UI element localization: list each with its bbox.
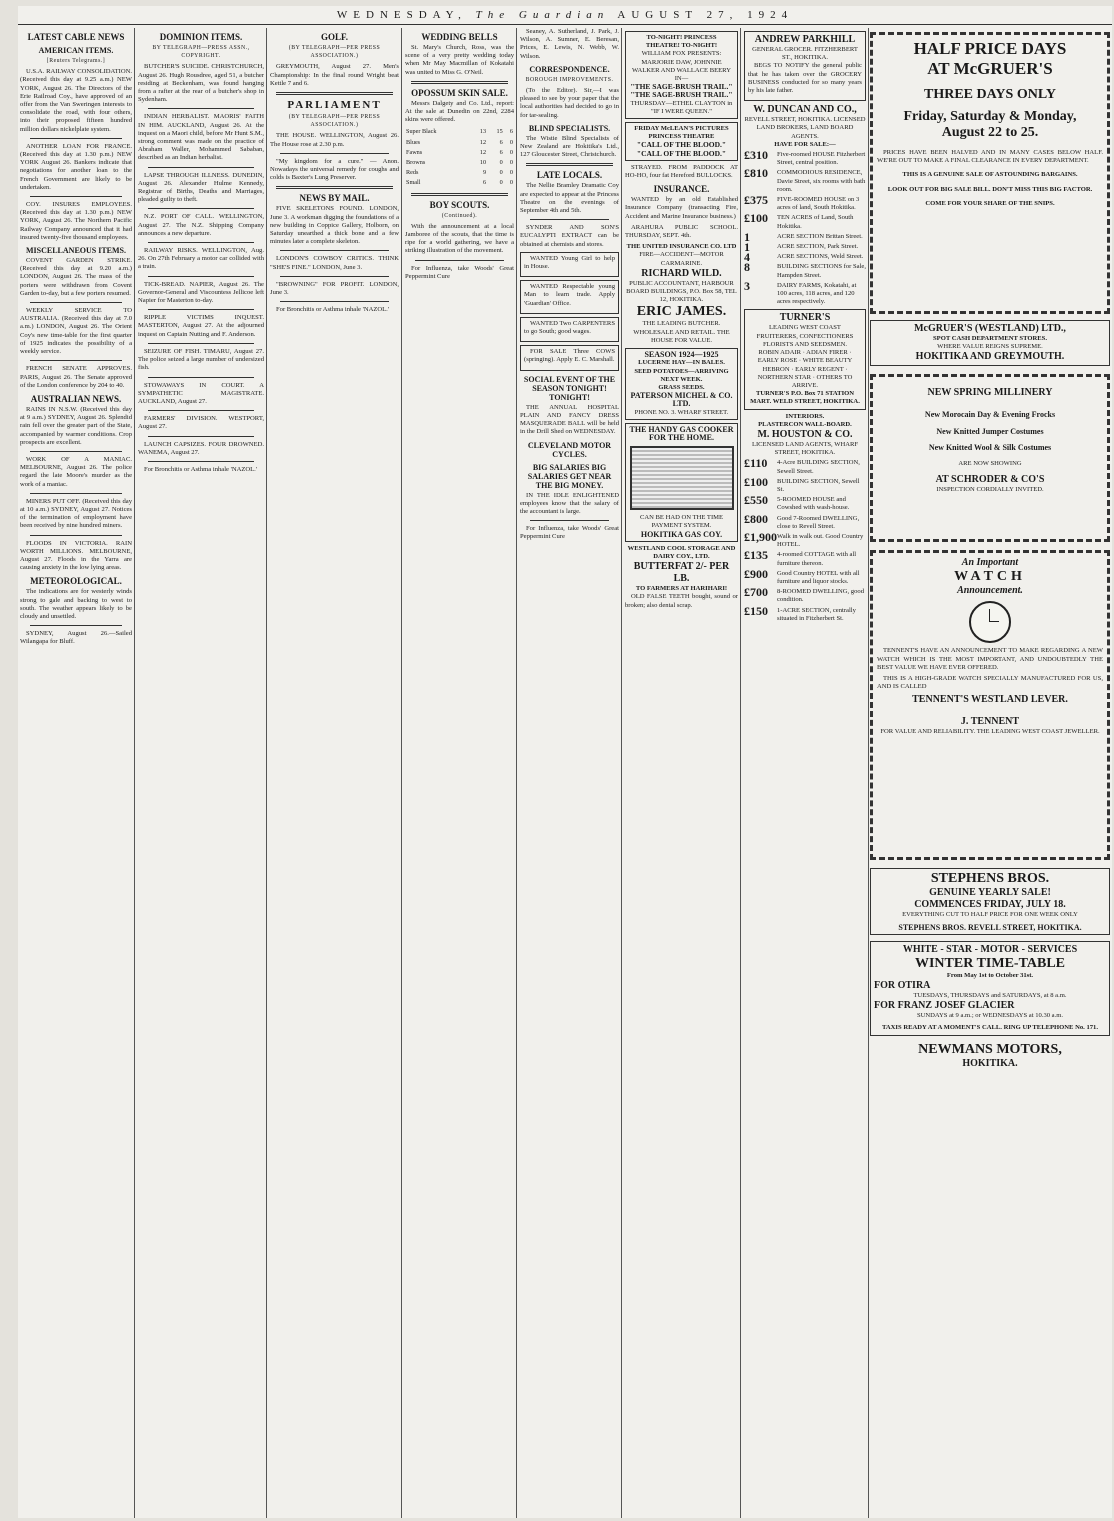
column-display-ads: HALF PRICE DAYS AT McGRUER'S THREE DAYS ONLY Friday, Saturday & Monday, August 22 to 25. PRICES HAVE BEEN HALVED AND IN MANY CASES BELOW HALF. WE'RE OUT TO MAKE A FINAL CLEARANCE IN EVERY DEPARTMENT. THIS IS A GENUINE SALE OF ASTOUNDING BARGAINS. LOOK OUT FOR BIG SALE BILL. DON'T MISS THIS BIG FACTOR. COME FOR YOUR SHARE OF THE SNIPS. McGRUER'S (WESTLAND) LTD., SPOT CASH DEPARTMENT STORES. WHERE VALUE REIGNS SUPREME. HOKITIKA AND GREYMOUTH. NEW SPRING MILLINERY New Morocain Day & Evening Frocks New Knitted Jumper Costumes New Knitted Wool & Silk Costumes ARE NOW SHOWING AT SCHRODER & CO'S INSPECTION CORDIALLY INVITED. An Important WATCH Announcement. TENNENT'S HAVE AN ANNOUNCEMENT TO MAKE REGARDING A NEW WATCH WHICH IS THE MOST IMPORTANT, AND UNDOUBTEDLY THE BEST VALUE WE HAVE EVER OFFERED. THIS IS A HIGH-GRADE WATCH SPECIALLY MANUFACTURED FOR US, AND IS CALLED TENNENT'S WESTLAND LEVER. J. TENNENT FOR VALUE AND RELIABILITY. THE LEADING WEST COAST JEWELLER. STEPHENS BROS. GENUINE YEARLY SALE! COMMENCES FRIDAY, JULY 18. EVERYTHING CUT TO HALF PRICE FOR ONE WEEK ONLY STEPHENS BROS. REVELL STREET, HOKITIKA. WHITE - STAR - MOTOR - SERVICES WINTER TIME-TABLE From May 1st to October 31st. FOR OTIRA TUESDAYS, THURSDAYS and SATURDAYS, at 8 a.m. FOR FRANZ JOSEF GLACIER SUNDAYS at 9 a.m.; or WEDNESDAYS at 10.30 a.m. TAXIS READY AT A MOMENT'S CALL. RING UP TELEPHONE No. 171. NEWMANS MOTORS, HOKITIKA. <box>870 28 1110 1516</box>
headline-salaries: BIG SALARIES BIG SALARIES GET NEAR THE BIG MONEY. <box>527 462 612 490</box>
article: GREYMOUTH, August 27. Men's Championship: In the final round Wright beat Kettle 7 and 6. <box>270 63 399 87</box>
ad-wild: RICHARD WILD. <box>641 267 722 279</box>
property-listing <box>744 148 866 167</box>
skin-price: 6 <box>483 179 487 187</box>
headline-misc: MISCELLANEOUS ITEMS. <box>25 246 127 256</box>
property-price: £110 <box>744 456 768 471</box>
article: WEEKLY SERVICE TO AUSTRALIA. (Received this day at 7.0 a.m.) LONDON, August 26. The Orient Coy's new time-table for the first quarter of 1925 indicates the possibility of a weekly service. <box>20 307 132 356</box>
column-wedding: WEDDING BELLS St. Mary's Church, Ross, was the scene of a very pretty wedding today when Mr May Macmillan of Kokatahi was united to Miss G. O'Neil. OPOSSUM SKIN SALE. Messrs Dalgety and Co. Ltd., report: At the sale at Dunedin on 22nd, 2284 skins were offered. Super Black 13 15 6 Blues 12 6 0 Fawns 12 6 0 Browns 10 0 0 Reds 9 0 0 Small 6 0 0 BOY SCOUTS. (Continued). With the announcement at a local Jamboree of the scouts, that the time is ripe for a world gathering, we have a striking illustration of the movement. For Influenza, take Woods' Great Peppermint Cure <box>405 32 514 280</box>
column-cable-news <box>20 28 132 1516</box>
property-description: DAIRY FARMS, Kokatahi, at 100 acres, 118 acres, and 120 acres respectively. <box>777 281 857 306</box>
property-price: £900 <box>744 566 768 581</box>
article: "My kingdom for a cure." — Anon. Nowadays the universal remedy for coughs and colds is Baxter's Lung Preserver. <box>270 157 399 182</box>
article: LAPSE THROUGH ILLNESS. DUNEDIN, August 26. Alexander Hulme Kennedy, Registrar of Births, Deaths and Marriages, pleaded guilty to theft. <box>138 171 264 204</box>
article: TICK-BREAD. NAPIER, August 26. The Governor-General and Viscountess Jellicoe left Napier for Masterton to-day. <box>138 280 264 305</box>
article: FRENCH SENATE APPROVES. PARIS, August 26. The Senate approved of the London conference by 204 to 40. <box>20 365 132 389</box>
ad-westland-dairy: WESTLAND COOL STORAGE AND DAIRY COY., LTD. <box>627 544 736 560</box>
headline-insurance: INSURANCE. <box>653 184 710 195</box>
column-rule <box>621 28 622 1518</box>
ad-insurance: WANTED by an old Established Insurance Company (transacting Fire, Accident and Marine Insurance business.) <box>625 196 738 220</box>
ad-ball: THE ANNUAL HOSPITAL PLAIN AND FANCY DRESS MASQUERADE BALL will be held in the Drill Shed on WEDNESDAY. <box>520 403 619 436</box>
property-price: £810 <box>744 166 768 181</box>
ad-turners: TURNER'S <box>779 312 831 324</box>
property-list <box>744 456 866 623</box>
article: COY. INSURES EMPLOYEES. (Received this day at 1.30 p.m.) NEW YORK, August 26. The Northern Pacific Railway Company announced that it had insured twenty-five thousand employees. <box>20 201 132 241</box>
table-row <box>405 127 514 137</box>
property-description: ACRE SECTION, Park Street. <box>777 243 859 251</box>
property-price: 3 <box>744 278 750 293</box>
headline-wedding: WEDDING BELLS <box>421 32 498 42</box>
property-description: 8-ROOMED DWELLING, good condition. <box>777 588 864 604</box>
skin-price: 6 <box>499 148 503 156</box>
masthead-day: WEDNESDAY, <box>336 9 467 21</box>
ad-stephens: STEPHENS BROS. GENUINE YEARLY SALE! COMMENCES FRIDAY, JULY 18. EVERYTHING CUT TO HALF PRICE FOR ONE WEEK ONLY STEPHENS BROS. REVELL STREET, HOKITIKA. <box>870 868 1110 934</box>
skin-grade: Blues <box>406 138 421 146</box>
masthead-date: AUGUST 27, 1924 <box>617 9 794 21</box>
ad-school: ARAHURA PUBLIC SCHOOL. THURSDAY, SEPT. 4th. <box>625 223 738 240</box>
headline-boy-scouts: BOY SCOUTS. <box>429 199 490 210</box>
ad-season: SEASON 1924—1925 <box>644 350 719 360</box>
table-row <box>405 148 514 158</box>
headline-social: SOCIAL EVENT OF THE SEASON TONIGHT! TONIGHT! <box>523 374 616 402</box>
article: RAILWAY RISKS. WELLINGTON, Aug. 26. On 27th February a motor car collided with a train. <box>138 247 264 271</box>
ad-millinery: NEW SPRING MILLINERY New Morocain Day & Evening Frocks New Knitted Jumper Costumes New Knitted Wool & Silk Costumes ARE NOW SHOWING AT SCHRODER & CO'S INSPECTION CORDIALLY INVITED. <box>870 374 1110 542</box>
property-description: TEN ACRES of Land, South Hokitika. <box>777 214 854 230</box>
skin-price: 0 <box>499 159 503 167</box>
property-description: 1-ACRE SECTION, centrally situated in Fitzherbert St. <box>777 606 856 622</box>
headline-opossum: OPOSSUM SKIN SALE. <box>411 87 508 98</box>
ad-teeth: OLD FALSE TEETH bought, sound or broken; also dental scrap. <box>625 593 738 609</box>
property-description: Walk in walk out. Good Country HOTEL. <box>777 532 864 549</box>
article: ANOTHER LOAN FOR FRANCE. (Received this day at 1.30 p.m.) NEW YORK August 26. Bankers indicate that negotiations for another loan to the French Government are likely to be undertaken. <box>20 142 132 191</box>
skin-grade: Super Black <box>406 128 437 136</box>
ad-peppermint: For Influenza, take Woods' Great Peppermint Cure <box>520 525 619 541</box>
article: The Nellie Bramley Dramatic Coy are expected to appear at the Princess Theatre on the evenings of September 4th and 5th. <box>520 182 619 215</box>
property-listing <box>744 603 866 623</box>
property-price: 8 <box>744 260 750 275</box>
property-listing <box>744 240 866 255</box>
skin-grade: Small <box>406 179 421 187</box>
column-dominion: DOMINION ITEMS. BY TELEGRAPH—PRESS ASSN., COPYRIGHT. BUTCHER'S SUICIDE. CHRISTCHURCH, August 26. Hugh Rousdree, aged 51, a butcher residing at Beckenham, was found hanging from a rafter at the rear of a butcher's shop in Sydenham. INDIAN HERBALIST. MAORIS' FAITH IN HIM. AUCKLAND, August 26. At the inquest on a Maori child, before Mr Hunt S.M., strong comment was made on the practice of Abraham Waller, Mohammed Sababan, described as an Indian herbalist. LAPSE THROUGH ILLNESS. DUNEDIN, August 26. Alexander Hulme Kennedy, Registrar of Births, Deaths and Marriages, pleaded guilty to theft. N.Z. PORT OF CALL. WELLINGTON, August 27. The N.Z. Shipping Company announces a new departure. RAILWAY RISKS. WELLINGTON, Aug. 26. On 27th February a motor car collided with a train. TICK-BREAD. NAPIER, August 26. The Governor-General and Viscountess Jellicoe left Napier for Masterton to-day. RIPPLE VICTIMS INQUEST. MASTERTON, August 27. At the adjourned inquest on Captain Nutting and F. Anderson. SEIZURE OF FISH. TIMARU, August 27. The police seized a large number of undersized fish. STOWAWAYS IN COURT. A SYMPATHETIC MAGISTRATE. AUCKLAND, August 27. FARMERS' DIVISION. WESTPORT, August 27. LAUNCH CAPSIZES. FOUR DROWNED. WANEMA, August 27. For Bronchitis or Asthma inhale 'NAZOL.' <box>138 32 264 473</box>
skin-grade: Reds <box>406 169 419 177</box>
article: St. Mary's Church, Ross, was the scene of a very pretty wedding today when Mr May Macmillan of Kokatahi was united to Miss G. O'Neil. <box>405 44 514 76</box>
skin-price: 0 <box>509 159 513 167</box>
headline-dominion: DOMINION ITEMS. <box>159 32 243 42</box>
skin-price: 0 <box>509 148 513 156</box>
headline-american: AMERICAN ITEMS. <box>38 46 114 55</box>
ad-duncan: W. DUNCAN AND CO., <box>753 104 857 116</box>
property-listing <box>744 548 866 567</box>
skin-price: 13 <box>479 128 487 136</box>
property-description: FIVE-ROOMED HOUSE on 3 acres of land, South Hokitika. <box>777 196 860 212</box>
ad-eucalypti: SYNDER AND SON'S EUCALYPTI EXTRACT can be obtained at chemists and stores. <box>520 224 619 248</box>
ad-houston: M. HOUSTON & CO. <box>757 428 853 440</box>
article: MINERS PUT OFF. (Received this day at 10 a.m.) SYDNEY, August 27. Notices of the termination of employment have been received by nine hundred miners. <box>20 497 132 530</box>
table-row <box>405 138 514 148</box>
skin-price: 0 <box>509 179 513 187</box>
skin-price: 0 <box>509 169 513 177</box>
table-row <box>405 168 514 178</box>
column-rule <box>134 28 135 1518</box>
headline-parliament: PARLIAMENT <box>287 99 382 112</box>
article: INDIAN HERBALIST. MAORIS' FAITH IN HIM. AUCKLAND, August 26. At the inquest on a Maori child, before Mr Hunt S.M., strong comment was made on the practice of Abraham Waller, Mohammed Sababan, described as an Indian herbalist. <box>138 113 264 162</box>
property-listing <box>744 456 866 475</box>
property-description: ACRE SECTIONS, Weld Street. <box>777 253 864 261</box>
skin-price: 0 <box>499 169 503 177</box>
property-listing <box>744 278 866 307</box>
ad-newmans: NEWMANS MOTORS, <box>918 1041 1062 1057</box>
property-price: £1,900 <box>744 529 777 544</box>
property-price: £100 <box>744 474 768 489</box>
column-rule <box>516 28 517 1518</box>
headline-blind: BLIND SPECIALISTS. <box>528 123 611 133</box>
ad-for-sale: FOR SALE Three COWS (springing). Apply E. C. Marshall. <box>524 348 615 364</box>
property-description: 4-roomed COTTAGE with all furniture thereon. <box>777 551 857 567</box>
property-listing <box>744 211 866 230</box>
property-listing <box>744 493 866 512</box>
article: The indications are for westerly winds strong to gale and backing to west to south. The weather appears likely to be cloudy and unsettled. <box>20 588 132 620</box>
column-land-agents: ANDREW PARKHILL GENERAL GROCER. FITZHERBERT ST., HOKITIKA. BEGS TO NOTIFY the general public that he has taken over the GROCERY BUSINESS conducted for so many years by his late father. W. DUNCAN AND CO., REVELL STREET, HOKITIKA. LICENSED LAND BROKERS, LAND BOARD AGENTS. HAVE FOR SALE:— £310 Five-roomed HOUSE Fitzherbert Street, central position. £810 COMMODIOUS RESIDENCE, Davie Street, six rooms with bath room. £375 FIVE-ROOMED HOUSE on 3 acres of land, South Hokitika. £100 TEN ACRES of Land, South Hokitika. 1 ACRE SECTION Brittan Street. 1 ACRE SECTION, Park Street. 4 ACRE SECTIONS, Weld Street. 8 BUILDING SECTIONS for Sale, Hampden Street. 3 DAIRY FARMS, Kokatahi, at 100 acres, 118 acres, and 120 acres respectively. TURNER'S LEADING WEST COAST FRUITERERS, CONFECTIONERS FLORISTS AND SEEDSMEN. ROBIN ADAIR · ADIAN FIRER · EARLY ROSE · WHITE BEAUTY HEBRON · EARLY REGENT · NORTHERN STAR · OTHERS TO ARRIVE. TURNER'S P.O. Box 71 STATION MART. WELD STREET, HOKITIKA. INTERIORS. PLASTERCON WALL-BOARD. M. HOUSTON & CO. LICENSED LAND AGENTS, WHARF STREET, HOKITIKA. £110 4-Acre BUILDING SECTION, Sewell Street. £100 BUILDING SECTION, Sewell St. £550 5-ROOMED HOUSE and Cowshed with wash-house. £800 Good 7-Roomed DWELLING, close to Revell Street. £1,900 Walk in walk out. Good Country HOTEL. £135 4-roomed COTTAGE with all furniture thereon. £900 Good Country HOTEL with all furniture and liquor stocks. £700 8-ROOMED DWELLING, good condition. £150 1-ACRE SECTION, centrally situated in Fitzherbert St. <box>744 28 866 1516</box>
article: LONDON'S COWBOY CRITICS. THINK "SHE'S FINE." LONDON, June 3. <box>270 255 399 271</box>
skin-price: 9 <box>483 169 487 177</box>
masthead <box>18 6 1112 25</box>
skin-price: 10 <box>479 159 487 167</box>
skin-grade: Browns <box>406 159 426 167</box>
article: WORK OF A MANIAC. MELBOURNE, August 26. The police regard the late Moore's murder as the work of a maniac. <box>20 455 132 488</box>
article: STOWAWAYS IN COURT. A SYMPATHETIC MAGISTRATE. AUCKLAND, August 27. <box>138 381 264 405</box>
ad-accountancy: IN THE IDLE ENLIGHTENED employees know that the salary of the accountant is large. <box>520 491 619 515</box>
property-description: Five-roomed HOUSE Fitzherbert Street, central position. <box>777 151 866 167</box>
property-description: ACRE SECTION Brittan Street. <box>777 232 863 240</box>
property-listing <box>744 250 866 265</box>
headline-australian: AUSTRALIAN NEWS. <box>30 393 122 404</box>
property-listing <box>744 193 866 212</box>
watch-icon <box>969 601 1011 643</box>
property-listing <box>744 529 866 549</box>
column-theatre-ads: TO-NIGHT! PRINCESS THEATRE! TO-NIGHT! WILLIAM FOX PRESENTS: MARJORIE DAW, JOHNNIE WALKER AND WALLACE BEERY IN— "THE SAGE-BRUSH TRAIL." "THE SAGE-BRUSH TRAIL." THURSDAY—ETHEL CLAYTON in "IF I WERE QUEEN." FRIDAY McLEAN'S PICTURES PRINCESS THEATRE "CALL OF THE BLOOD." "CALL OF THE BLOOD." STRAYED. FROM PADDOCK AT HO-HO, four fat Hereford BULLOCKS. INSURANCE. WANTED by an old Established Insurance Company (transacting Fire, Accident and Marine Insurance business.) ARAHURA PUBLIC SCHOOL. THURSDAY, SEPT. 4th. THE UNITED INSURANCE CO. LTD FIRE—ACCIDENT—MOTOR CARMARINE. RICHARD WILD. PUBLIC ACCOUNTANT, HARBOUR BOARD BUILDINGS, P.O. Box 58, TEL 12, HOKITIKA. ERIC JAMES. THE LEADING BUTCHER. WHOLESALE AND RETAIL. THE HOUSE FOR VALUE. SEASON 1924—1925 LUCERNE HAY—IN BALES. SEED POTATOES—ARRIVING NEXT WEEK. GRASS SEEDS. PATERSON MICHEL & CO. LTD. PHONE NO. 3. WHARF STREET. THE HANDY GAS COOKER FOR THE HOME. CAN BE HAD ON THE TIME PAYMENT SYSTEM. HOKITIKA GAS COY. WESTLAND COOL STORAGE AND DAIRY COY., LTD. BUTTERFAT 2/- PER LB. TO FARMERS AT HARIHARI! OLD FALSE TEETH bought, sound or broken; also dental scrap. <box>625 28 738 1516</box>
headline-meteorological: METEOROLOGICAL. <box>30 576 122 587</box>
table-row <box>405 158 514 168</box>
skin-price: 12 <box>479 148 487 156</box>
property-list <box>744 148 866 306</box>
property-price: £150 <box>744 603 768 618</box>
headline-late-locals: LATE LOCALS. <box>536 170 603 181</box>
article: FLOODS IN VICTORIA. RAIN WORTH MILLIONS. MELBOURNE, August 27. Floods in the Yarra are causing anxiety in the low lying areas. <box>20 539 132 572</box>
ad-eric-james: ERIC JAMES. <box>636 304 727 320</box>
skin-grade: Fawns <box>406 148 423 156</box>
column-rule <box>740 28 741 1518</box>
ad-white-star: WHITE - STAR - MOTOR - SERVICES WINTER TIME-TABLE From May 1st to October 31st. FOR OTIRA TUESDAYS, THURSDAYS and SATURDAYS, at 8 a.m. FOR FRANZ JOSEF GLACIER SUNDAYS at 9 a.m.; or WEDNESDAYS at 10.30 a.m. TAXIS READY AT A MOMENT'S CALL. RING UP TELEPHONE No. 171. <box>870 941 1110 1036</box>
theatre-feature: "THE SAGE-BRUSH TRAIL." "THE SAGE-BRUSH TRAIL." <box>630 82 733 100</box>
ad-watch: An Important WATCH Announcement. TENNENT'S HAVE AN ANNOUNCEMENT TO MAKE REGARDING A NEW WATCH WHICH IS THE MOST IMPORTANT, AND UNDOUBTEDLY THE BEST VALUE WE HAVE EVER OFFERED. THIS IS A HIGH-GRADE WATCH SPECIALLY MANUFACTURED FOR US, AND IS CALLED TENNENT'S WESTLAND LEVER. J. TENNENT FOR VALUE AND RELIABILITY. THE LEADING WEST COAST JEWELLER. <box>870 550 1110 860</box>
headline-cleveland: CLEVELAND MOTOR CYCLES. <box>527 440 612 459</box>
property-description: 5-ROOMED HOUSE and Cowshed with wash-house. <box>777 496 850 512</box>
ad-wanted: WANTED Young Girl to help in House. <box>524 254 615 271</box>
ad-nazol: For Bronchitis or Asthma inhale 'NAZOL.' <box>276 306 389 314</box>
ad-gas-cooker: THE HANDY GAS COOKER FOR THE HOME. <box>629 424 734 442</box>
property-listing <box>744 511 866 531</box>
column-correspondence: Seaney, A. Sutherland, J. Park, J. Wilson, A. Sumner, E. Beresan, Prices, E. Lewis, N. Webb, W. Wilson. CORRESPONDENCE. BOROUGH IMPROVEMENTS. (To the Editor). Sir,—I was pleased to see by your paper that the local authorities had decided to go in for tar-sealing. BLIND SPECIALISTS. The Wistie Blind Specialists of New Zealand are Hokitika's Ltd., 127 Gloucester Street, Christchurch. LATE LOCALS. The Nellie Bramley Dramatic Coy are expected to appear at the Princess Theatre on the evenings of September 4th and 5th. SYNDER AND SON'S EUCALYPTI EXTRACT can be obtained at chemists and stores. WANTED Young Girl to help in House. WANTED Respectable young Man to learn trade. Apply 'Guardian' Office. WANTED Two CARPENTERS to go South; good wages. FOR SALE Three COWS (springing). Apply E. C. Marshall. SOCIAL EVENT OF THE SEASON TONIGHT! TONIGHT! THE ANNUAL HOSPITAL PLAIN AND FANCY DRESS MASQUERADE BALL will be held in the Drill Shed on WEDNESDAY. CLEVELAND MOTOR CYCLES. BIG SALARIES BIG SALARIES GET NEAR THE BIG MONEY. IN THE IDLE ENLIGHTENED employees know that the salary of the accountant is large. For Influenza, take Woods' Great Peppermint Cure <box>520 28 619 541</box>
gas-cooker-image <box>630 446 734 510</box>
property-price: 4 <box>744 250 750 265</box>
property-price: £310 <box>744 148 768 163</box>
newspaper-page <box>18 6 1112 1518</box>
property-price: 1 <box>744 240 750 255</box>
skin-price: 0 <box>509 138 513 146</box>
article: "BROWNING" FOR PROFIT. LONDON, June 3. <box>270 280 399 297</box>
property-description: 4-Acre BUILDING SECTION, Sewell Street. <box>777 459 860 475</box>
headline-latest-cable: LATEST CABLE NEWS <box>27 32 125 42</box>
ad-mcgruers: McGRUER'S (WESTLAND) LTD., SPOT CASH DEPARTMENT STORES. WHERE VALUE REIGNS SUPREME. HOKITIKA AND GREYMOUTH. <box>870 320 1110 366</box>
property-price: 1 <box>744 229 750 244</box>
ad-paterson: PATERSON MICHEL & CO. LTD. <box>630 391 733 409</box>
property-description: Good Country HOTEL with all furniture and liquor stocks. <box>777 569 860 585</box>
article: FIVE SKELETONS FOUND. LONDON, June 3. A workman digging the foundations of a new building in Coppice Gallery, Holborn, on Saturday unearthed a thick bone and a few minutes later a complete skeleton. <box>270 205 399 246</box>
ad-united-insurance: THE UNITED INSURANCE CO. LTD <box>626 243 737 251</box>
article: SEIZURE OF FISH. TIMARU, August 27. The police seized a large number of undersized fish. <box>138 347 264 372</box>
headline-news-by-mail: NEWS BY MAIL. <box>299 193 370 204</box>
property-price: £700 <box>744 585 768 600</box>
article: Seaney, A. Sutherland, J. Park, J. Wilson, A. Sumner, E. Beresan, Prices, E. Lewis, N. Webb, W. Wilson. <box>520 28 619 60</box>
article: N.Z. PORT OF CALL. WELLINGTON, August 27. The N.Z. Shipping Company announces a new departure. <box>138 213 264 237</box>
article: RAINS IN N.S.W. (Received this day at 9 a.m.) SYDNEY, August 26. Splendid rain fell over the greater part of the State, accompanied by warmer conditions. Crop prospects are excellent. <box>20 405 132 446</box>
article: RIPPLE VICTIMS INQUEST. MASTERTON, August 27. At the adjourned inquest on Captain Nutting and F. Anderson. <box>138 314 264 338</box>
property-price: £550 <box>744 493 768 508</box>
theatre-feature: "CALL OF THE BLOOD." "CALL OF THE BLOOD." <box>636 140 727 158</box>
ad-wanted: WANTED Respectable young Man to learn trade. Apply 'Guardian' Office. <box>524 283 615 307</box>
reuters-tag: [Reuters Telegrams.] <box>46 58 106 64</box>
property-description: BUILDING SECTIONS for Sale, Hampden Street. <box>777 263 866 279</box>
shipping-note: SYDNEY, August 26.—Sailed Wilangapa for Bluff. <box>20 630 132 646</box>
ad-wanted: WANTED Two CARPENTERS to go South; good wages. <box>524 319 615 336</box>
article: Messrs Dalgety and Co. Ltd., report: At the sale at Dunedin on 22nd, 2284 skins were offered. <box>405 99 514 124</box>
ad-peppermint: For Influenza, take Woods' Great Peppermint Cure <box>405 264 514 280</box>
table-row <box>405 178 514 188</box>
column-golf-parliament: GOLF. (BY TELEGRAPH—PER PRESS ASSOCIATION.) GREYMOUTH, August 27. Men's Championship: In the final round Wright beat Kettle 7 and 6. PARLIAMENT (BY TELEGRAPH—PER PRESS ASSOCIATION.) THE HOUSE. WELLINGTON, August 26. The House rose at 2.30 p.m. "My kingdom for a cure." — Anon. Nowadays the universal remedy for coughs and colds is Baxter's Lung Preserver. NEWS BY MAIL. FIVE SKELETONS FOUND. LONDON, June 3. A workman digging the foundations of a new building in Coppice Gallery, Holborn, on Saturday unearthed a thick bone and a few minutes later a complete skeleton. LONDON'S COWBOY CRITICS. THINK "SHE'S FINE." LONDON, June 3. "BROWNING" FOR PROFIT. LONDON, June 3. For Bronchitis or Asthma inhale 'NAZOL.' <box>270 32 399 314</box>
headline-golf: GOLF. <box>321 32 348 42</box>
property-price: £375 <box>744 193 768 208</box>
column-rule <box>266 28 267 1518</box>
theatre-tonight: TO-NIGHT! PRINCESS THEATRE! TO-NIGHT! <box>645 34 718 50</box>
property-price: £800 <box>744 511 768 526</box>
letter: (To the Editor). Sir,—I was pleased to see by your paper that the local authorities had decided to go in for tar-sealing. <box>520 87 619 119</box>
article: U.S.A. RAILWAY CONSOLIDATION. (Received this day at 9.25 a.m.) NEW YORK, August 26. The Directors of the Erie Railroad Coy., have approved of an offer from the Van Sweringen interests to consolidate the road, with four others, into their proposed fifteen hundred million dollars nickelplate system. <box>20 68 132 133</box>
property-listing <box>744 260 866 279</box>
ad-half-price: HALF PRICE DAYS AT McGRUER'S THREE DAYS ONLY Friday, Saturday & Monday, August 22 to 25. PRICES HAVE BEEN HALVED AND IN MANY CASES BELOW HALF. WE'RE OUT TO MAKE A FINAL CLEARANCE IN EVERY DEPARTMENT. THIS IS A GENUINE SALE OF ASTOUNDING BARGAINS. LOOK OUT FOR BIG SALE BILL. DON'T MISS THIS BIG FACTOR. COME FOR YOUR SHARE OF THE SNIPS. <box>870 32 1110 314</box>
property-listing <box>744 474 866 494</box>
property-description: COMMODIOUS RESIDENCE, Davie Street, six rooms with bath room. <box>777 169 866 193</box>
article: LAUNCH CAPSIZES. FOUR DROWNED. WANEMA, August 27. <box>138 440 264 456</box>
property-listing <box>744 585 866 604</box>
article: With the announcement at a local Jamboree of the scouts, that the time is ripe for a world gathering, we have a striking illustration of the movement. <box>405 222 514 255</box>
property-listing <box>744 566 866 586</box>
masthead-paper: The Guardian <box>475 9 610 21</box>
skin-price-table <box>405 127 514 188</box>
article: THE HOUSE. WELLINGTON, August 26. The House rose at 2.30 p.m. <box>270 132 399 148</box>
skin-price: 0 <box>499 179 503 187</box>
column-rule <box>868 28 869 1518</box>
skin-price: 12 <box>479 138 487 146</box>
property-description: BUILDING SECTION, Sewell St. <box>777 477 860 493</box>
property-listing <box>744 166 866 194</box>
ad-parkhill: ANDREW PARKHILL <box>754 34 856 45</box>
ad-strayed: STRAYED. FROM PADDOCK AT HO-HO, four fat Hereford BULLOCKS. <box>625 163 738 180</box>
article: FARMERS' DIVISION. WESTPORT, August 27. <box>138 415 264 431</box>
article: COVENT GARDEN STRIKE. (Received this day at 9.20 a.m.) LONDON, August 26. The mass of the porters were withdrawn from Covent Garden to-day, but a few porters resumed. <box>20 257 132 297</box>
skin-price: 6 <box>499 138 503 146</box>
skin-price: 15 <box>496 128 503 136</box>
article: The Wistie Blind Specialists of New Zealand are Hokitika's Ltd., 127 Gloucester Street, Christchurch. <box>520 134 619 159</box>
ad-interiors: INTERIORS. <box>785 412 825 420</box>
article: BUTCHER'S SUICIDE. CHRISTCHURCH, August 26. Hugh Rousdree, aged 51, a butcher residing at Beckenham, was found hanging from a rafter at the rear of a butcher's shop in Sydenham. <box>138 63 264 104</box>
column-rule <box>401 28 402 1518</box>
property-price: £135 <box>744 548 768 563</box>
headline-correspondence: CORRESPONDENCE. <box>529 64 610 74</box>
skin-price: 6 <box>509 128 513 136</box>
property-listing <box>744 229 866 244</box>
property-price: £100 <box>744 211 768 226</box>
property-description: Good 7-Roomed DWELLING, close to Revell Street. <box>777 514 860 530</box>
ad-nazol: For Bronchitis or Asthma inhale 'NAZOL.' <box>144 465 257 473</box>
